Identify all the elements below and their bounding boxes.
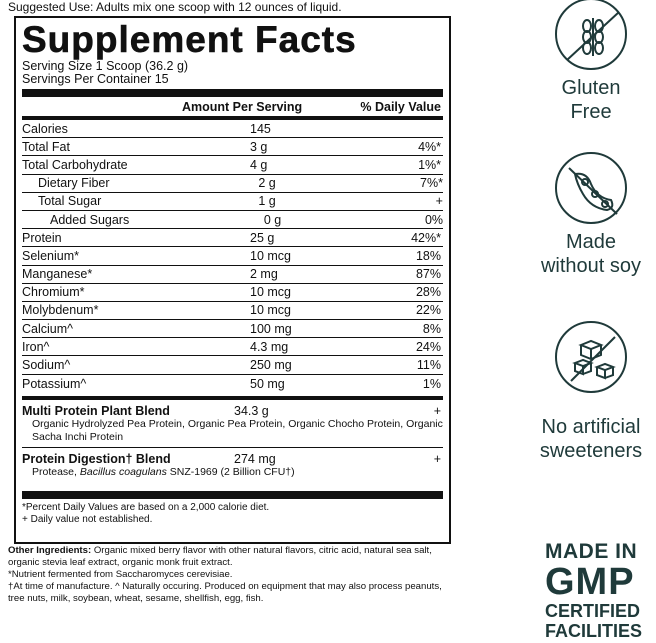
note-fermented: *Nutrient fermented from Saccharomyces cerevisiae.: [8, 569, 233, 580]
nutrient-row: [22, 229, 443, 247]
gmp-line-4: FACILITIES: [545, 621, 643, 641]
nutrient-row: [22, 193, 443, 211]
supplement-facts-panel: [14, 16, 451, 544]
nutrient-amount: 10 mcg: [250, 285, 291, 300]
nutrient-row: [22, 266, 443, 284]
nutrient-row: [22, 320, 443, 338]
divider: [22, 447, 443, 448]
column-header: [22, 97, 443, 116]
badge-label: [526, 415, 656, 463]
nutrient-row: [22, 138, 443, 156]
nutrient-dv: 42%*: [411, 230, 441, 245]
suggested-use: Suggested Use: Adults mix one scoop with 12 ounces of liquid.: [8, 0, 342, 14]
no-soy-icon: [555, 152, 627, 224]
blend-dv: +: [433, 403, 441, 418]
nutrient-row: [22, 284, 443, 302]
gmp-line-2: GMP: [545, 561, 635, 603]
nutrient-amount: 0 g: [263, 212, 282, 227]
nutrient-name: Chromium*: [22, 285, 85, 300]
nutrient-name: Manganese*: [22, 267, 93, 282]
nutrient-row: [22, 302, 443, 320]
nutrient-dv: 7%*: [420, 176, 443, 191]
nutrient-row: [22, 211, 443, 229]
badge-line-1: Gluten: [561, 77, 621, 99]
nutrient-amount: 2 g: [258, 176, 276, 191]
nutrient-name: Calories: [22, 121, 68, 136]
nutrient-name: Molybdenum*: [22, 303, 99, 318]
footnote-dv: *Percent Daily Values are based on a 2,000 calorie diet.: [22, 501, 270, 513]
badge-no-artificial-sweeteners: [526, 321, 656, 463]
badge-line-1: No artificial: [541, 416, 641, 438]
nutrient-dv: 22%: [415, 303, 441, 318]
thick-divider: [22, 89, 443, 97]
nutrient-amount: 4.3 mg: [250, 339, 289, 354]
nutrient-name: Selenium*: [22, 248, 79, 263]
blend-description: Organic Hydrolyzed Pea Protein, Organic Pea Protein, Organic Chocho Protein, Organic Sacha Inchi Protein: [32, 417, 443, 443]
nutrient-dv: 1%: [422, 376, 441, 391]
header-amount: Amount Per Serving: [182, 99, 303, 114]
nutrient-dv: 8%: [422, 321, 441, 336]
blend-protein-digestion: [22, 452, 443, 466]
nutrient-name: Dietary Fiber: [38, 176, 110, 191]
nutrient-amount: 10 mcg: [250, 303, 291, 318]
blend-name: Multi Protein Plant Blend: [22, 403, 170, 418]
gmp-certification: [545, 541, 642, 641]
nutrient-name: Total Fat: [22, 139, 70, 154]
nutrient-dv: 28%: [415, 285, 441, 300]
nutrient-row: [22, 356, 443, 374]
badge-line-2: without soy: [540, 255, 642, 277]
blend-dv: +: [433, 451, 441, 466]
nutrient-amount: 10 mcg: [250, 248, 291, 263]
badge-line-1: Made: [565, 231, 617, 253]
other-ingredients-text: Organic mixed berry flavor with other natural flavors, citric acid, natural sea salt, organic stevia leaf extract, organic monk fruit extract.: [8, 545, 432, 568]
blend-desc-prefix: Protease,: [32, 465, 80, 478]
badge-label: [526, 230, 656, 278]
nutrient-name: Sodium^: [22, 358, 71, 373]
nutrient-dv: 87%: [415, 267, 441, 282]
nutrient-row: [22, 247, 443, 265]
nutrient-amount: 3 g: [250, 139, 268, 154]
other-ingredients: [8, 545, 453, 605]
nutrient-amount: 2 mg: [250, 267, 278, 282]
nutrient-dv: 1%*: [418, 157, 441, 172]
nutrient-name: Total Sugar: [38, 194, 102, 209]
nutrient-dv: 18%: [415, 248, 441, 263]
blend-name: Protein Digestion† Blend: [22, 451, 171, 466]
nutrient-amount: 4 g: [250, 157, 268, 172]
nutrient-amount: 1 g: [258, 194, 276, 209]
nutrient-name: Protein: [22, 230, 62, 245]
gmp-line-3: CERTIFIED: [545, 601, 641, 621]
nutrient-amount: 100 mg: [250, 321, 292, 336]
note-manufacture: †At time of manufacture. ^ Naturally occuring. Produced on equipment that may also process peanuts, tree nuts, milk, soybean, wheat, sesame, shellfish, egg, fish.: [8, 581, 442, 604]
badge-without-soy: [526, 152, 656, 278]
blend-description: [22, 466, 443, 479]
nutrient-name: Calcium^: [22, 321, 74, 336]
header-dv: % Daily Value: [360, 99, 441, 114]
nutrient-name: Iron^: [22, 339, 50, 354]
nutrient-amount: 50 mg: [250, 376, 285, 391]
nutrient-dv: 11%: [416, 358, 441, 373]
blend-amount: 274 mg: [234, 451, 276, 466]
nutrient-row: [22, 375, 443, 393]
blend-amount: 34.3 g: [234, 403, 269, 418]
nutrient-amount: 25 g: [250, 230, 275, 245]
nutrient-dv: 4%*: [418, 139, 441, 154]
serving-size: Serving Size 1 Scoop (36.2 g): [22, 59, 189, 73]
nutrient-amount: 145: [250, 121, 271, 136]
nutrient-row: [22, 175, 443, 193]
thick-divider: [22, 491, 443, 499]
nutrient-amount: 250 mg: [250, 358, 292, 373]
nutrient-dv: 0%: [424, 212, 444, 227]
nutrient-dv: 24%: [415, 339, 441, 354]
blend-desc-suffix: SNZ-1969 (2 Billion CFU†): [166, 465, 295, 478]
nutrient-name: Potassium^: [22, 376, 87, 391]
other-ingredients-label: Other Ingredients:: [8, 545, 92, 556]
servings-per-container: Servings Per Container 15: [22, 72, 169, 86]
nutrient-rows: [22, 120, 443, 393]
no-sweetener-icon: [555, 321, 627, 393]
no-gluten-icon: [555, 0, 627, 70]
badge-label: [526, 76, 656, 124]
nutrient-row: [22, 338, 443, 356]
nutrient-dv: +: [435, 194, 443, 209]
nutrient-name: Added Sugars: [50, 212, 130, 227]
badge-gluten-free: [526, 0, 656, 124]
nutrient-name: Total Carbohydrate: [22, 157, 128, 172]
footnote-daily-value: + Daily value not established.: [22, 513, 153, 525]
blend-multi-protein: [22, 404, 443, 418]
panel-title: Supplement Facts: [22, 19, 357, 60]
medium-divider: [22, 396, 443, 400]
blend-desc-italic: Bacillus coagulans: [79, 465, 167, 478]
gmp-line-1: MADE IN: [545, 540, 638, 563]
badge-line-2: Free: [570, 101, 612, 123]
nutrient-row: [22, 120, 443, 138]
nutrient-row: [22, 156, 443, 174]
badge-line-2: sweeteners: [539, 440, 643, 462]
